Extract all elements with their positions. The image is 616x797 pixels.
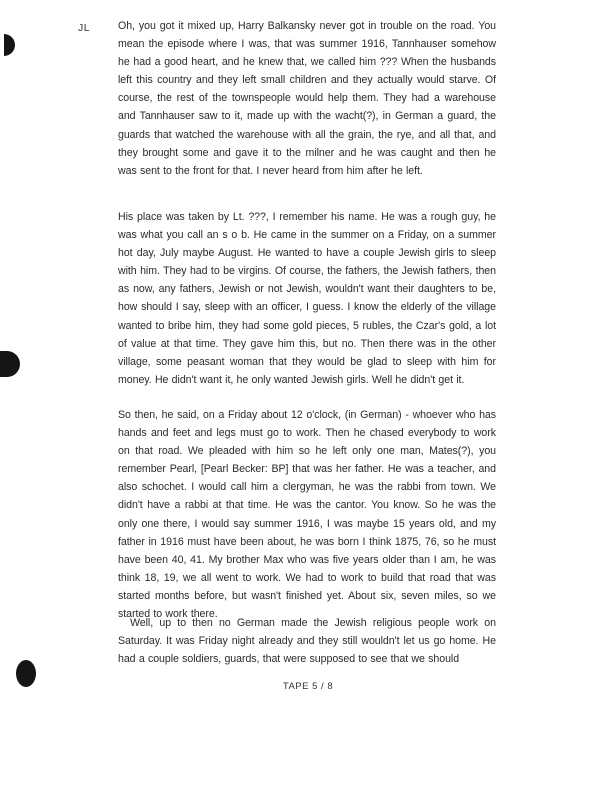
paragraph-4: Well, up to then no German made the Jewish religious people work on Saturday. It was Friday night already and they still wouldn't let us go home. He had a couple soldiers, guards, that were supposed to see that we should [118, 617, 496, 666]
speaker-label: JL [78, 22, 91, 34]
paragraph-2: His place was taken by Lt. ???, I remember his name. He was a rough guy, he was what you call an s o b. He came in the summer on a Friday, on a summer hot day, July maybe August. He wanted to have a couple Jewish girls to sleep with him. They had to be virgins. Of course, the fathers, the Jewish fathers, then as now, any fathers, Jewish or not Jewish, wouldn't want their daughters to be, how should I say, sleep with an officer, I guess. I know the elderly of the village wanted to bribe him, they had some gold pieces, 5 rubles, the Czar's gold, a lot of value at that time. They gave him this, but no. Then there was in the other village, some peasant woman that they would be glad to sleep with him for money. He didn't want it, he only wanted Jewish girls. Well he didn't get it. [118, 211, 496, 386]
punch-hole-middle [0, 351, 20, 377]
paragraph-1: Oh, you got it mixed up, Harry Balkansky never got in trouble on the road. You mean the episode where I was, that was summer 1916, Tannhauser somehow he had a good heart, and he knew that, we called him ??? When the husbands left this country and they left small children and they actually would starve. Of course, the rest of the townspeople would help them. They had a warehouse and Tannhauser saw to it, made up with the wacht(?), in German a guard, the guards that watched the warehouse with all the grain, the rye, and all that, and they brought some and gave it to the milner and he was caught and then he was sent to the front for that. I never heard from him after he left. [118, 20, 496, 177]
page-footer: TAPE 5 / 8 [282, 681, 334, 692]
punch-hole-top [4, 34, 15, 56]
paragraph-3: So then, he said, on a Friday about 12 o'clock, (in German) - whoever who has hands and feet and legs must go to work. Then he chased everybody to work on that road. We pleaded with him so he left only one man, Mates(?), you remember Pearl, [Pearl Becker: BP] that was her father. He was a teacher, and also schochet. I would call him a clergyman, he was the rabbi from town. We didn't have a rabbi at that time. He was the cantor. You know. So he was the only one there, I would say summer 1916, I was maybe 15 years old, and my father in 1916 must have been about, he was born I think 1875, 76, so he must have been 40, 41. My brother Max who was five years older than I am, he was think 18, 19, we all went to work. We had to work to build that road that was started months before, but wasn't finished yet. About six, seven miles, so we started to work there. [118, 409, 496, 621]
